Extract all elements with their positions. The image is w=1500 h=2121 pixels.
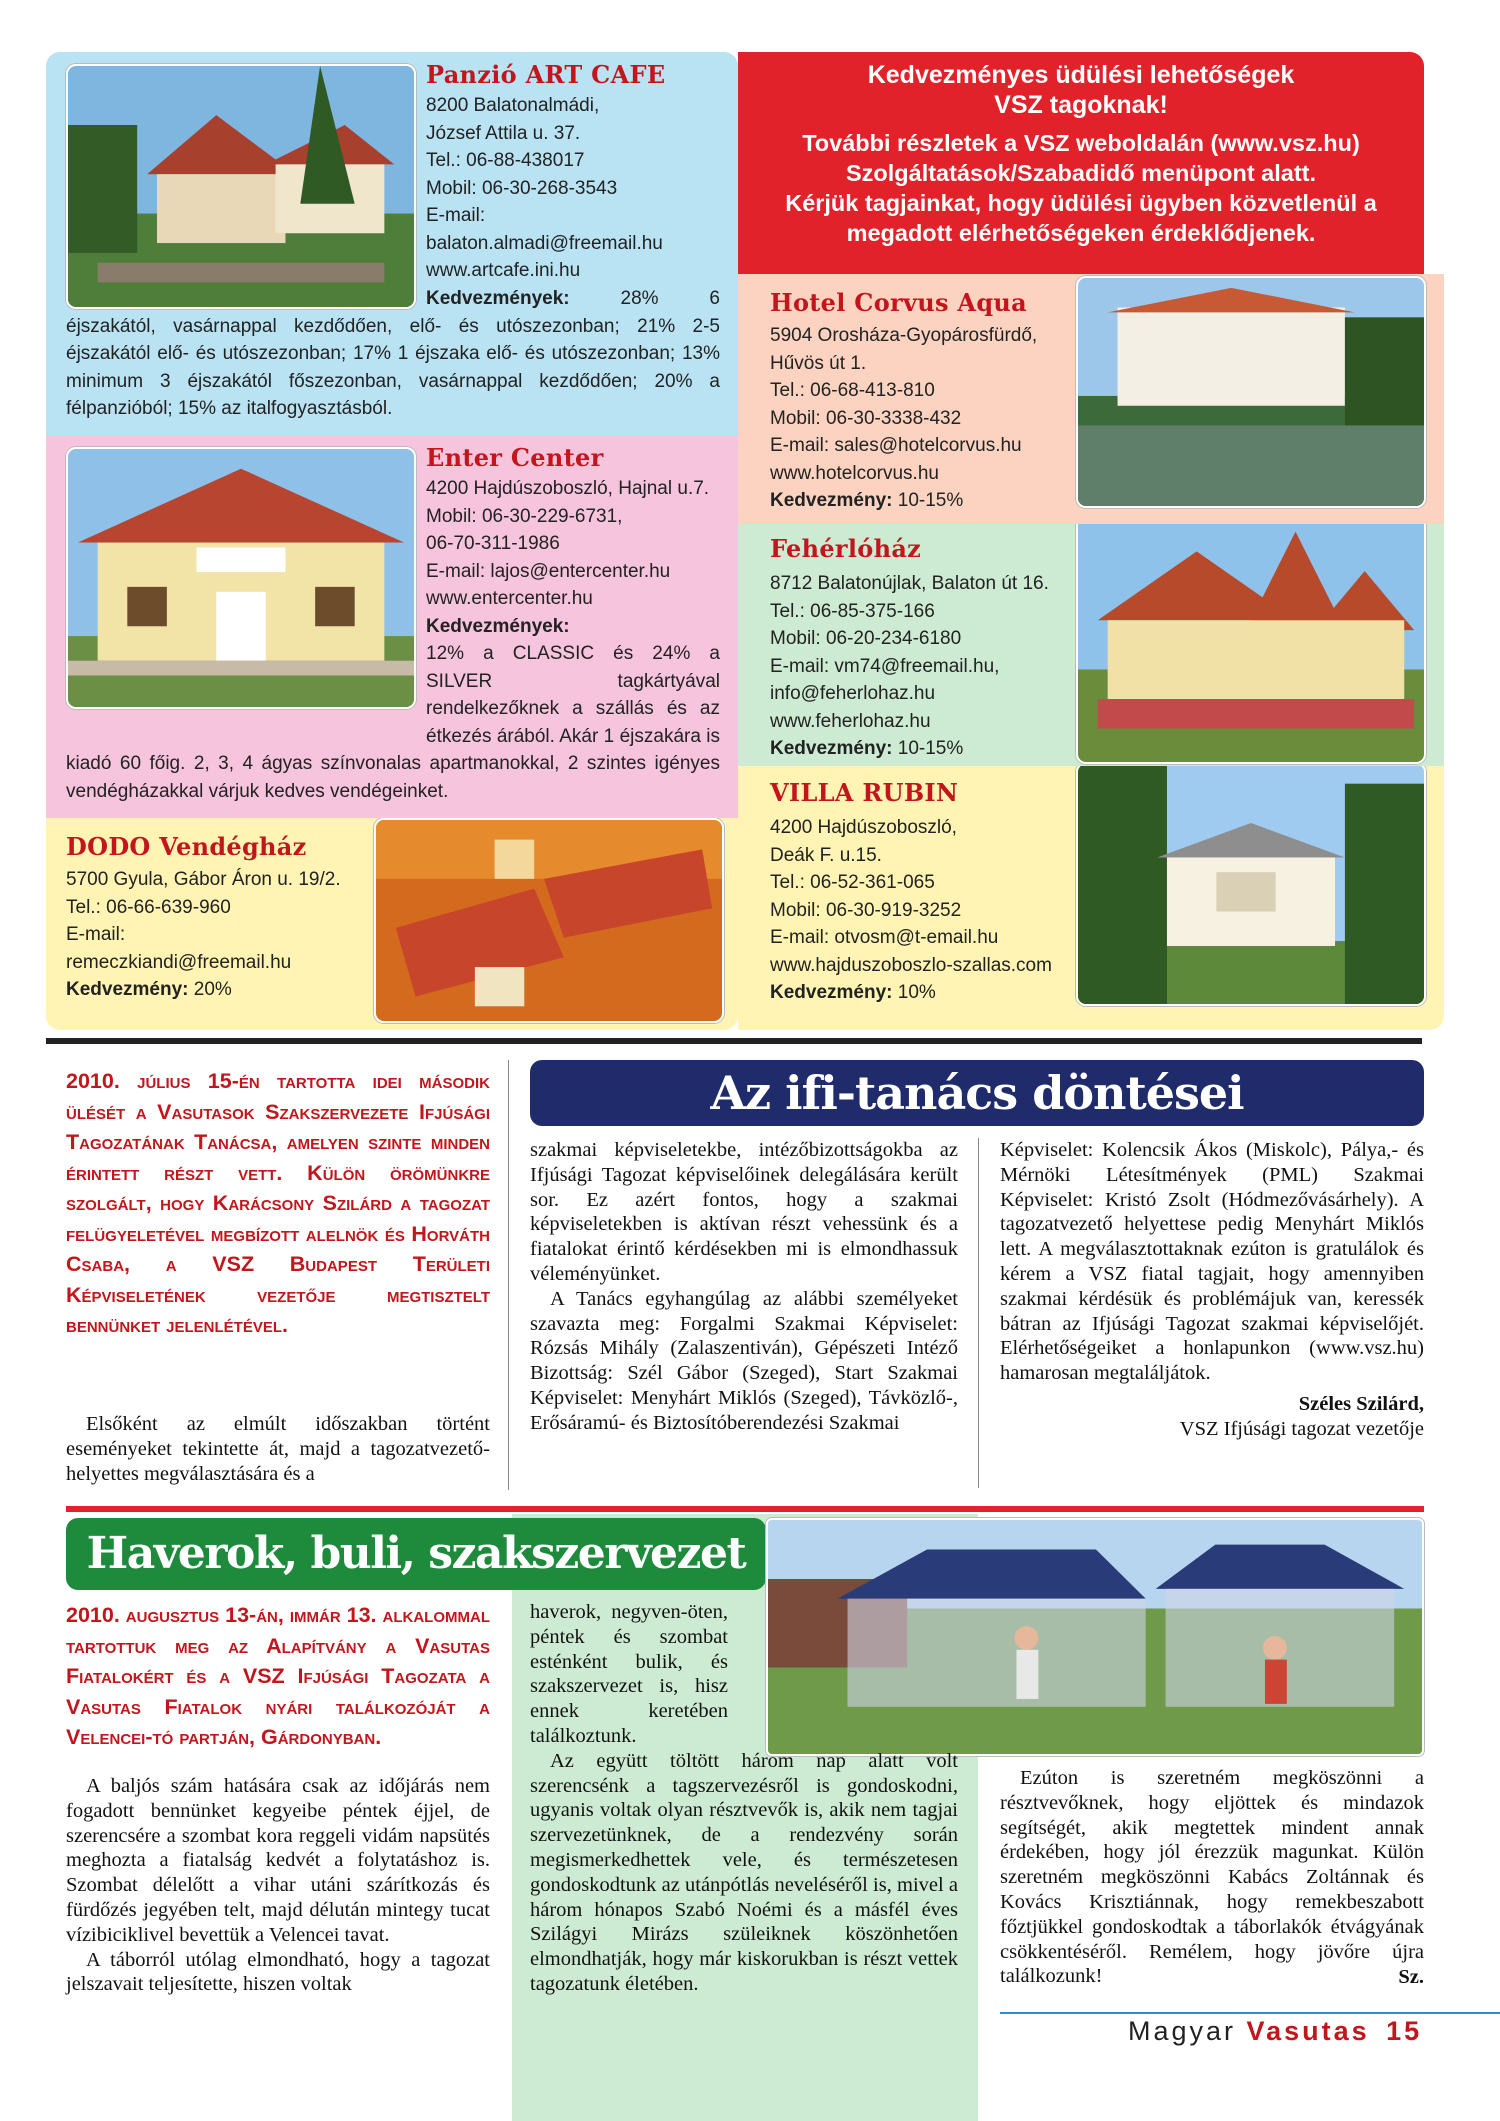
article2-lead: 2010. augusztus 13-án, immár 13. alkalommal tartottuk meg az Alapítvány a Vasutas Fiatalokért és a VSZ Ifjúsági Tagozata a Vasutas Fiatalok nyári találkozóját a Velencei-tó partján, Gárdonyban. bbox=[66, 1603, 490, 1749]
villa-line: www.hajduszoboszlo-szallas.com bbox=[770, 954, 1052, 976]
corvus-discount-value: 10-15% bbox=[897, 490, 964, 511]
article2-title-bar bbox=[66, 1518, 766, 1590]
dodo-name: DODO Vendégház bbox=[66, 832, 307, 861]
enter-line: 06-70-311-1986 bbox=[426, 533, 560, 554]
ad-corvus bbox=[738, 274, 1444, 524]
artcafe-line: Tel.: 06-88-438017 bbox=[426, 150, 585, 171]
enter-discount-value: 12% a CLASSIC és 24% a SILVER tagkártyával rendelkezőknek a szállás és az étkezés árából. Akár 1 éjszakára is kiadó 60 főig. 2, 3, 4 ágyas színvonalas apartmanokkal, 2 szintes igényes vendégházakkal várjuk kedves vendégeinket. bbox=[66, 643, 720, 802]
footer-rule bbox=[1000, 2012, 1500, 2014]
banner-line6: megadott elérhetőségeken érdeklődjenek. bbox=[846, 220, 1316, 246]
enter-line: 4200 Hajdúszoboszló, Hajnal u.7. bbox=[426, 478, 710, 499]
villa-contact bbox=[770, 814, 1090, 1007]
dodo-line: Tel.: 06-66-639-960 bbox=[66, 896, 231, 918]
artcafe-line: balaton.almadi@freemail.hu bbox=[426, 232, 663, 254]
artcafe-line: E-mail: bbox=[426, 205, 486, 226]
artcafe-discount-label: Kedvezmények: bbox=[426, 288, 570, 309]
ad-banner bbox=[738, 52, 1424, 274]
enter-discount-label: Kedvezmények: bbox=[426, 615, 570, 637]
article2-col3 bbox=[1000, 1766, 1424, 1990]
footer bbox=[1128, 2016, 1422, 2047]
article2-col2-p1: haverok, negyven-öten, péntek és szombat esténként bulik, és szakszervezet is, hisz ennek keretében találkoztunk. bbox=[530, 1601, 728, 1747]
enter-contact bbox=[426, 475, 726, 640]
article1-col3 bbox=[1000, 1138, 1424, 1442]
feherlo-line: Tel.: 06-85-375-166 bbox=[770, 600, 935, 622]
banner-line1: Kedvezményes üdülési lehetőségek bbox=[867, 61, 1295, 89]
artcafe-line: József Attila u. 37. bbox=[426, 122, 581, 144]
corvus-line: Tel.: 06-68-413-810 bbox=[770, 380, 935, 401]
article1-col1 bbox=[66, 1412, 490, 1486]
article2-col1 bbox=[66, 1774, 490, 1997]
ad-dodo bbox=[46, 818, 738, 1030]
dodo-contact bbox=[66, 866, 386, 1004]
feherlo-name: Fehérlóház bbox=[770, 534, 922, 563]
artcafe-line: 8200 Balatonalmádi, bbox=[426, 95, 600, 116]
article1-title: Az ifi-tanács döntései bbox=[710, 1066, 1244, 1120]
article1-col3-p1: Képviselet: Kolencsik Ákos (Miskolc), Pálya,- és Mérnöki Létesítmények (PML) Szakmai Képviselet: Kristó Zsolt (Hódmezővásárhely). A tagozatvezető helyettese pedig Menyhárt Miklós lett. A megválasztottaknak ezúton is gratulálok és kérem a VSZ fiatal tagjait, hogy amennyiben szakmai kérdésük és problémájuk van, keressék bátran az Ifjúsági Tagozat szakmai képviselőjét. Elérhetőségeiket a honlapunkon (www.vsz.hu) hamarosan megtaláljátok. bbox=[1000, 1139, 1424, 1385]
corvus-discount-label: Kedvezmény: bbox=[770, 490, 893, 511]
feherlo-line: info@feherlohaz.hu bbox=[770, 683, 936, 704]
footer-magazine2: Vasutas bbox=[1246, 2016, 1370, 2046]
article1-col2 bbox=[530, 1138, 958, 1436]
dodo-line: E-mail: bbox=[66, 924, 126, 945]
corvus-name: Hotel Corvus Aqua bbox=[770, 288, 1028, 317]
villa-line: Deák F. u.15. bbox=[770, 844, 882, 866]
ad-enter bbox=[46, 435, 738, 818]
feherlo-line: Mobil: 06-20-234-6180 bbox=[770, 628, 962, 649]
feherlo-contact bbox=[770, 570, 1090, 763]
enter-line: www.entercenter.hu bbox=[426, 588, 593, 609]
dodo-photo bbox=[374, 818, 724, 1023]
feherlo-line: E-mail: vm74@freemail.hu, bbox=[770, 655, 1000, 677]
artcafe-name: Panzió ART CAFE bbox=[426, 60, 666, 89]
section-divider-red bbox=[66, 1506, 1424, 1512]
footer-page: 15 bbox=[1386, 2016, 1423, 2046]
article1-title-bar bbox=[530, 1060, 1424, 1126]
corvus-line: Hűvös út 1. bbox=[770, 352, 867, 374]
dodo-discount-value: 20% bbox=[193, 979, 232, 1000]
ad-feherlo bbox=[738, 524, 1444, 766]
corvus-line: E-mail: sales@hotelcorvus.hu bbox=[770, 435, 1022, 456]
article2-col2 bbox=[530, 1600, 958, 1997]
feherlo-line: www.feherlohaz.hu bbox=[770, 710, 931, 732]
dodo-line: 5700 Gyula, Gábor Áron u. 19/2. bbox=[66, 869, 341, 890]
corvus-contact bbox=[770, 322, 1080, 515]
banner-line4: Szolgáltatások/Szabadidő menüpont alatt. bbox=[845, 160, 1317, 186]
artcafe-contact bbox=[426, 92, 726, 285]
artcafe-line: Mobil: 06-30-268-3543 bbox=[426, 177, 618, 199]
dodo-discount-label: Kedvezmény: bbox=[66, 979, 189, 1000]
article1-vline2 bbox=[978, 1138, 979, 1488]
feherlo-discount-value: 10-15% bbox=[897, 738, 964, 759]
artcafe-line: www.artcafe.ini.hu bbox=[426, 260, 581, 281]
article2-signature: Sz. bbox=[1398, 1966, 1424, 1989]
villa-line: Tel.: 06-52-361-065 bbox=[770, 872, 935, 893]
article1-col1-p1: Elsőként az elmúlt időszakban történt eseményeket tekintette át, majd a tagozatvezető-helyettes megválasztására és a bbox=[66, 1413, 490, 1485]
corvus-photo bbox=[1076, 276, 1426, 508]
villa-name: VILLA RUBIN bbox=[770, 778, 959, 807]
article2-col2-p2: Az együtt töltött három nap alatt volt szerencsénk a tagszervezésről is gondoskodni, ugyanis voltak olyan résztvevők is, akik nem tagjai szervezetünknek, de a rendezvény során megismerkedhettek vele, és természetesen gondoskodtunk az utánpótlás neveléséről is, mivel a három hónapos Szabó Noémi és a másfél éves Szilágyi Mirázs szüleiknek köszönhetően elmondhatják, hogy már kiskorukban is részt vettek tagozatunk életében. bbox=[530, 1749, 958, 1995]
villa-discount-value: 10% bbox=[897, 982, 936, 1003]
corvus-line: Mobil: 06-30-3338-432 bbox=[770, 407, 962, 429]
artcafe-discount-value: 28% 6 éjszakától, vasárnappal kezdődően, elő- és utószezonban; 21% 2-5 éjszakától elő- és utószezonban; 17% 1 éjszaka elő- és utószezonban; 13% minimum 3 éjszakától főszezonban, vasárnappal kezdődően; 20% a félpanzióból; 15% az italfogyasztásból. bbox=[66, 288, 720, 419]
enter-name: Enter Center bbox=[426, 443, 604, 472]
corvus-line: 5904 Orosháza-Gyopárosfürdő, bbox=[770, 325, 1038, 346]
banner-line3: További részletek a VSZ weboldalán (www.vsz.hu) bbox=[802, 130, 1360, 156]
article1-vline1 bbox=[508, 1060, 509, 1490]
feherlo-discount-label: Kedvezmény: bbox=[770, 738, 893, 759]
article2-col1-p1: A baljós szám hatására csak az időjárás nem fogadott bennünket kegyeibe péntek éjjel, de szerencsére a szombat kora reggeli vidám napsütés meghozta a fiatalság kedvét a folytatáshoz is. Szombat délelőtt a vihar utáni szárítkozás és fürdőzés jegyében telt, majd délután mintegy tucat vízibiciklivel bevettük a Velencei tavat. bbox=[66, 1775, 490, 1946]
villa-line: Mobil: 06-30-919-3252 bbox=[770, 899, 962, 921]
ad-artcafe bbox=[46, 52, 738, 435]
article1-col2-p2: A Tanács egyhangúlag az alábbi személyeket szavazta meg: Forgalmi Szakmai Képviselet: Rózsás Mihály (Zalaszentiván), Gépészeti Intéző Bizottság: Szél Gábor (Szeged), Start Szakmai Képviselet: Menyhárt Miklós (Szeged), Távközlő-, Erősáramú- és Biztosítóberendezési Szakmai bbox=[530, 1287, 958, 1434]
dodo-line: remeczkiandi@freemail.hu bbox=[66, 951, 292, 973]
article1-lead: 2010. július 15-én tartotta idei második ülését a Vasutasok Szakszervezete Ifjúsági Tagozatának Tanácsa, amelyen szinte minden érintett részt vett. Külön örömünkre szolgált, hogy Karácsony Szilárd a tagozat felügyeletével megbízott alelnök és Horváth Csaba, a VSZ Budapest Területi Képviseletének vezetője megtisztelt bennünket jelenlétével. bbox=[66, 1069, 490, 1337]
footer-magazine: Magyar bbox=[1128, 2016, 1237, 2046]
ad-villa bbox=[738, 766, 1444, 1030]
article2-col1-p2: A táborról utólag elmondható, hogy a tagozat jelszavait teljesítette, hiszen voltak bbox=[66, 1948, 490, 1996]
villa-discount-label: Kedvezmény: bbox=[770, 982, 893, 1003]
enter-line: E-mail: lajos@entercenter.hu bbox=[426, 560, 671, 582]
feherlo-photo bbox=[1076, 524, 1426, 764]
banner-line2: VSZ tagoknak! bbox=[994, 91, 1168, 119]
artcafe-discount-text bbox=[66, 285, 720, 423]
enter-line: Mobil: 06-30-229-6731, bbox=[426, 505, 623, 527]
article1-signature-role: VSZ Ifjúsági tagozat vezetője bbox=[1179, 1417, 1424, 1440]
corvus-line: www.hotelcorvus.hu bbox=[770, 462, 939, 484]
artcafe-photo bbox=[66, 64, 416, 309]
article1-col2-p1: szakmai képviseletekbe, intézőbizottságokba az Ifjúsági Tagozat képviselőinek delegálására került sor. Ez azért fontos, hogy a szakmai képviseletekben is aktívan részt vehessünk és a fiatalokat érintő kérdésekben mi is elmondhassuk véleményünket. bbox=[530, 1139, 958, 1285]
villa-line: E-mail: otvosm@t-email.hu bbox=[770, 927, 999, 948]
villa-line: 4200 Hajdúszoboszló, bbox=[770, 817, 957, 838]
article2-title: Haverok, buli, szakszervezet bbox=[86, 1528, 746, 1579]
banner-line5: Kérjük tagjainkat, hogy üdülési ügyben közvetlenül a bbox=[785, 190, 1377, 216]
article2-col3-p1: Ezúton is szeretném megköszönni a résztvevőknek, hogy eljöttek és mindazok segítségét, akik megtettek mindent annak érdekében, hogy jól érezzük magunkat. Külön szeretném megköszönni Kabács Zoltánnak és Kovács Krisztiánnak, hogy remekbeszabott főztjükkel gondoskodtak a táborlakók étvágyának csökkentéséről. Remélem, hogy jövőre újra találkozunk! bbox=[1000, 1767, 1424, 1988]
section-divider bbox=[46, 1038, 1422, 1044]
villa-photo bbox=[1076, 766, 1426, 1006]
feherlo-line: 8712 Balatonújlak, Balaton út 16. bbox=[770, 573, 1049, 594]
article1-signature-name: Széles Szilárd, bbox=[1298, 1392, 1424, 1415]
enter-discount-text bbox=[66, 640, 720, 805]
